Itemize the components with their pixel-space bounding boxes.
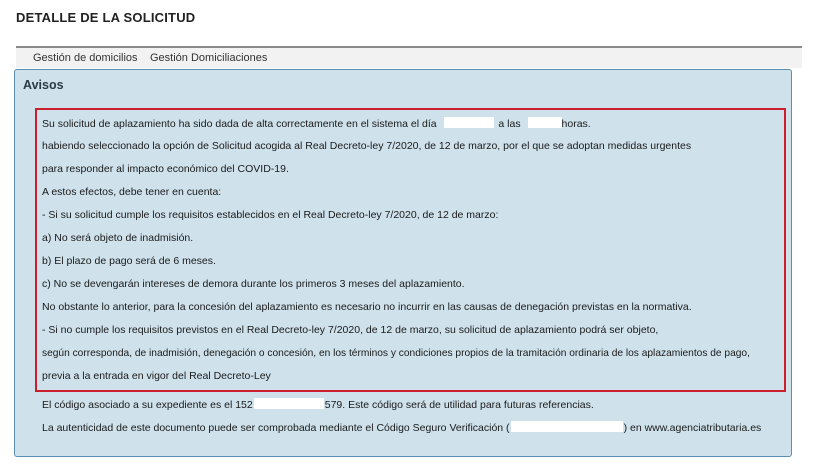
authenticity-text-a: La autenticidad de este documento puede ser comprobada mediante el Código Seguro Verificación ( — [42, 422, 510, 434]
notice-line-10: - Si no cumple los requisitos previstos en el Real Decreto-ley 7/2020, de 12 de marzo, su solicitud de aplazamiento podrá ser objeto, — [42, 324, 659, 336]
notice-line-6: a) No será objeto de inadmisión. — [42, 232, 194, 244]
notices-panel — [14, 69, 792, 457]
notice-line-11: según corresponda, de inadmisión, denegación o concesión, en los términos y condiciones propios de la tramitación ordinaria de los aplazamientos de pago, — [42, 348, 750, 359]
top-navigation — [16, 46, 802, 68]
notice-line-1 — [42, 117, 591, 131]
notice-line-4: A estos efectos, debe tener en cuenta: — [42, 186, 222, 198]
notice-line-1-text-a: Su solicitud de aplazamiento ha sido dada de alta correctamente en el sistema el día — [42, 118, 437, 130]
notice-line-8: c) No se devengarán intereses de demora durante los primeros 3 meses del aplazamiento. — [42, 278, 465, 290]
notice-line-3: para responder al impacto económico del COVID-19. — [42, 163, 289, 175]
expedient-code-text-a: El código asociado a su expediente es el 152 — [42, 399, 253, 411]
redacted-date — [444, 117, 494, 128]
page-title: DETALLE DE LA SOLICITUD — [16, 10, 196, 25]
authenticity-line — [42, 421, 761, 435]
notice-line-5: - Si su solicitud cumple los requisitos establecidos en el Real Decreto-ley 7/2020, de 12 de marzo: — [42, 209, 499, 221]
redacted-code — [254, 398, 324, 409]
notice-line-1-text-c: horas. — [561, 118, 591, 130]
expedient-code-text-b: 579. Este código será de utilidad para futuras referencias. — [324, 399, 594, 411]
nav-item-domicilios[interactable]: Gestión de domicilios — [33, 52, 138, 64]
authenticity-text-b: ) en www.agenciatributaria.es — [623, 422, 762, 434]
panel-title: Avisos — [23, 78, 64, 92]
notice-line-9: No obstante lo anterior, para la concesión del aplazamiento es necesario no incurrir en las causas de denegación previstas en la normativa. — [42, 301, 692, 313]
expedient-code-line — [42, 398, 594, 412]
notice-line-1-text-b: a las — [498, 118, 521, 130]
redacted-time — [528, 117, 562, 128]
nav-item-domiciliaciones[interactable]: Gestión Domiciliaciones — [150, 52, 268, 64]
redacted-csv-code — [511, 421, 623, 432]
notice-line-12: previa a la entrada en vigor del Real Decreto-Ley — [42, 370, 271, 382]
notice-line-2: habiendo seleccionado la opción de Solicitud acogida al Real Decreto-ley 7/2020, de 12 de marzo, por el que se adoptan medidas urgentes — [42, 140, 692, 152]
notice-line-7: b) El plazo de pago será de 6 meses. — [42, 255, 216, 267]
